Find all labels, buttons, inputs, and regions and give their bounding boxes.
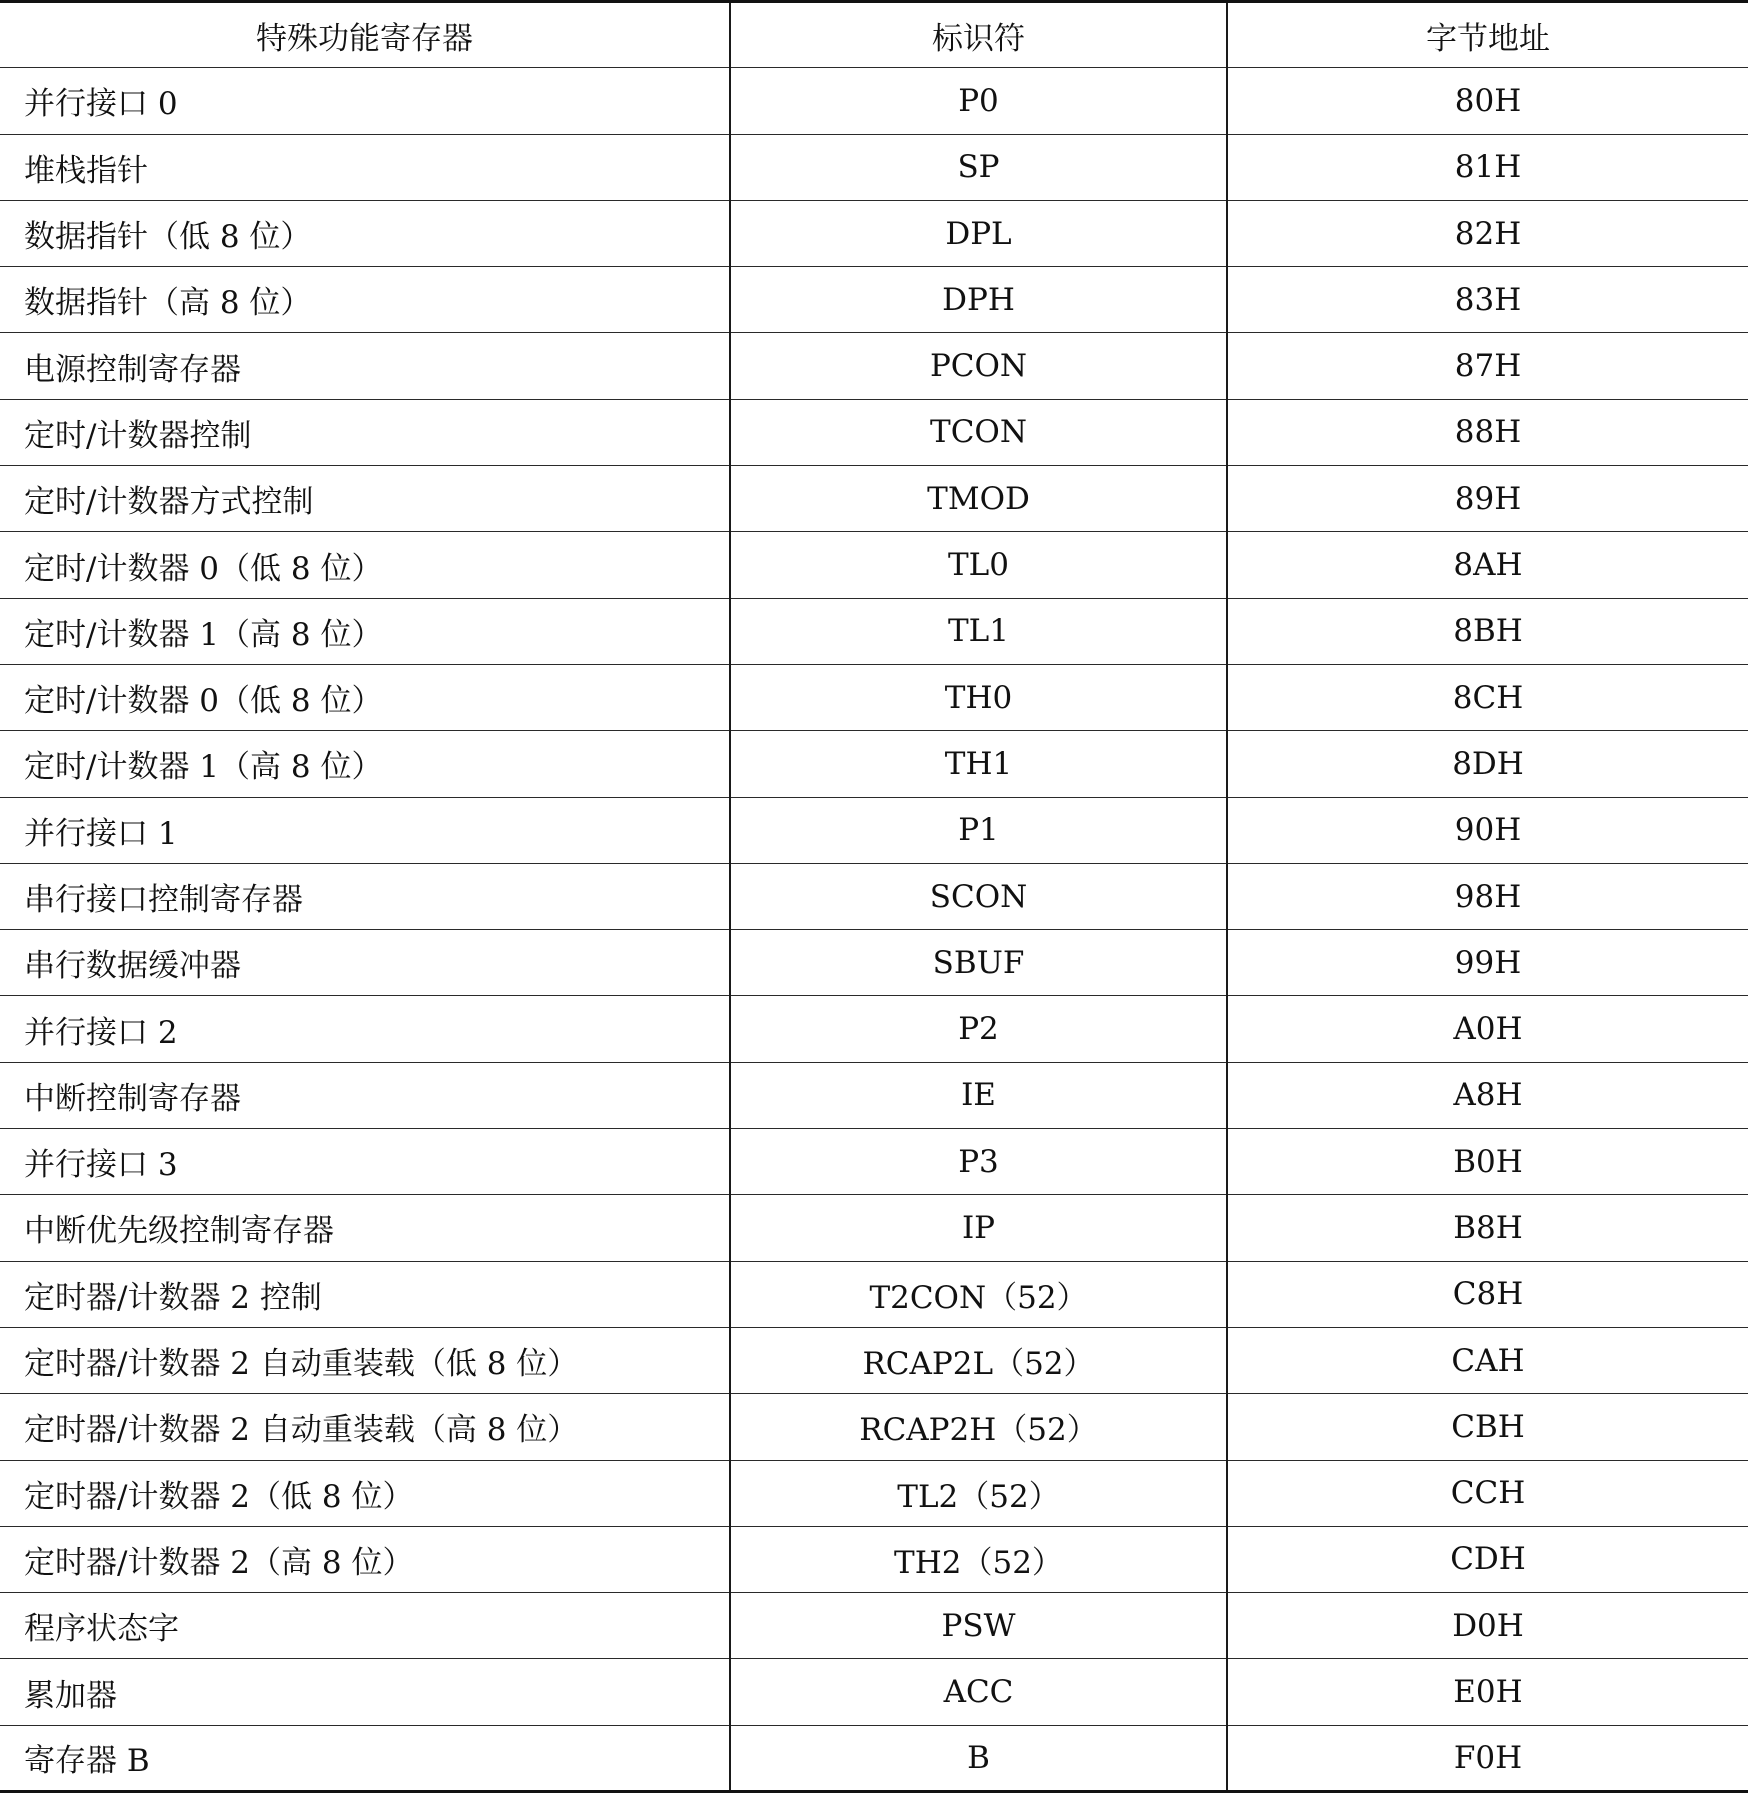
- byte-address-cell: CDH: [1227, 1526, 1748, 1592]
- table-row: [0, 1129, 1748, 1195]
- table-row: [0, 466, 1748, 532]
- identifier-cell: TL2（52）: [730, 1460, 1227, 1526]
- identifier-cell: DPH: [730, 267, 1227, 333]
- register-name-cell: 定时器/计数器 2 自动重装载（高 8 位）: [0, 1394, 730, 1460]
- table-row: [0, 664, 1748, 730]
- table-row: [0, 1394, 1748, 1460]
- identifier-cell: PCON: [730, 333, 1227, 399]
- identifier-cell: IE: [730, 1062, 1227, 1128]
- identifier-cell: P3: [730, 1129, 1227, 1195]
- table-row: [0, 1327, 1748, 1393]
- identifier-cell: P2: [730, 996, 1227, 1062]
- byte-address-cell: 8DH: [1227, 731, 1748, 797]
- identifier-cell: ACC: [730, 1659, 1227, 1725]
- identifier-cell: T2CON（52）: [730, 1261, 1227, 1327]
- table-row: [0, 1261, 1748, 1327]
- identifier-cell: TMOD: [730, 466, 1227, 532]
- byte-address-cell: E0H: [1227, 1659, 1748, 1725]
- register-name-cell: 并行接口 1: [0, 797, 730, 863]
- byte-address-cell: F0H: [1227, 1725, 1748, 1791]
- table-row: [0, 532, 1748, 598]
- table-row: [0, 1526, 1748, 1592]
- byte-address-cell: CBH: [1227, 1394, 1748, 1460]
- byte-address-cell: 81H: [1227, 134, 1748, 200]
- identifier-cell: PSW: [730, 1593, 1227, 1659]
- register-name-cell: 定时/计数器方式控制: [0, 466, 730, 532]
- register-name-cell: 定时器/计数器 2 控制: [0, 1261, 730, 1327]
- identifier-cell: TH0: [730, 664, 1227, 730]
- byte-address-cell: 8AH: [1227, 532, 1748, 598]
- table-row: [0, 930, 1748, 996]
- byte-address-cell: 82H: [1227, 200, 1748, 266]
- register-name-cell: 累加器: [0, 1659, 730, 1725]
- byte-address-cell: 83H: [1227, 267, 1748, 333]
- table-body: [0, 68, 1748, 1792]
- register-name-cell: 串行数据缓冲器: [0, 930, 730, 996]
- register-name-cell: 堆栈指针: [0, 134, 730, 200]
- byte-address-cell: 99H: [1227, 930, 1748, 996]
- register-name-cell: 寄存器 B: [0, 1725, 730, 1791]
- byte-address-cell: 88H: [1227, 399, 1748, 465]
- register-name-cell: 中断控制寄存器: [0, 1062, 730, 1128]
- table-row: [0, 1725, 1748, 1791]
- identifier-cell: TL1: [730, 598, 1227, 664]
- register-name-cell: 数据指针（高 8 位）: [0, 267, 730, 333]
- header-row: [0, 2, 1748, 68]
- identifier-cell: RCAP2L（52）: [730, 1327, 1227, 1393]
- header-register-name: 特殊功能寄存器: [0, 2, 730, 68]
- register-name-cell: 并行接口 0: [0, 68, 730, 134]
- table-row: [0, 1195, 1748, 1261]
- byte-address-cell: 8CH: [1227, 664, 1748, 730]
- table-row: [0, 134, 1748, 200]
- byte-address-cell: CAH: [1227, 1327, 1748, 1393]
- register-name-cell: 定时器/计数器 2（高 8 位）: [0, 1526, 730, 1592]
- identifier-cell: RCAP2H（52）: [730, 1394, 1227, 1460]
- header-byte-address: 字节地址: [1227, 2, 1748, 68]
- identifier-cell: B: [730, 1725, 1227, 1791]
- table-row: [0, 1659, 1748, 1725]
- register-name-cell: 定时/计数器 1（高 8 位）: [0, 731, 730, 797]
- byte-address-cell: B0H: [1227, 1129, 1748, 1195]
- byte-address-cell: 98H: [1227, 863, 1748, 929]
- table-row: [0, 267, 1748, 333]
- table-row: [0, 996, 1748, 1062]
- byte-address-cell: 89H: [1227, 466, 1748, 532]
- register-name-cell: 并行接口 3: [0, 1129, 730, 1195]
- register-name-cell: 定时/计数器 0（低 8 位）: [0, 664, 730, 730]
- byte-address-cell: B8H: [1227, 1195, 1748, 1261]
- register-name-cell: 程序状态字: [0, 1593, 730, 1659]
- byte-address-cell: A0H: [1227, 996, 1748, 1062]
- identifier-cell: TH2（52）: [730, 1526, 1227, 1592]
- table-row: [0, 598, 1748, 664]
- byte-address-cell: 8BH: [1227, 598, 1748, 664]
- identifier-cell: SCON: [730, 863, 1227, 929]
- table-row: [0, 399, 1748, 465]
- header-identifier: 标识符: [730, 2, 1227, 68]
- table-row: [0, 68, 1748, 134]
- register-name-cell: 数据指针（低 8 位）: [0, 200, 730, 266]
- register-name-cell: 定时/计数器 1（高 8 位）: [0, 598, 730, 664]
- register-name-cell: 串行接口控制寄存器: [0, 863, 730, 929]
- identifier-cell: TH1: [730, 731, 1227, 797]
- table-row: [0, 731, 1748, 797]
- table-row: [0, 200, 1748, 266]
- register-name-cell: 定时/计数器 0（低 8 位）: [0, 532, 730, 598]
- byte-address-cell: 90H: [1227, 797, 1748, 863]
- table-row: [0, 863, 1748, 929]
- table-row: [0, 1460, 1748, 1526]
- byte-address-cell: CCH: [1227, 1460, 1748, 1526]
- table-row: [0, 797, 1748, 863]
- byte-address-cell: 80H: [1227, 68, 1748, 134]
- identifier-cell: SP: [730, 134, 1227, 200]
- identifier-cell: SBUF: [730, 930, 1227, 996]
- register-name-cell: 定时器/计数器 2 自动重装载（低 8 位）: [0, 1327, 730, 1393]
- identifier-cell: P0: [730, 68, 1227, 134]
- register-name-cell: 并行接口 2: [0, 996, 730, 1062]
- byte-address-cell: D0H: [1227, 1593, 1748, 1659]
- byte-address-cell: C8H: [1227, 1261, 1748, 1327]
- identifier-cell: IP: [730, 1195, 1227, 1261]
- identifier-cell: DPL: [730, 200, 1227, 266]
- identifier-cell: P1: [730, 797, 1227, 863]
- register-name-cell: 中断优先级控制寄存器: [0, 1195, 730, 1261]
- identifier-cell: TCON: [730, 399, 1227, 465]
- identifier-cell: TL0: [730, 532, 1227, 598]
- register-name-cell: 电源控制寄存器: [0, 333, 730, 399]
- byte-address-cell: A8H: [1227, 1062, 1748, 1128]
- table-row: [0, 1062, 1748, 1128]
- table-header: [0, 2, 1748, 68]
- byte-address-cell: 87H: [1227, 333, 1748, 399]
- table-row: [0, 333, 1748, 399]
- table-row: [0, 1593, 1748, 1659]
- register-name-cell: 定时/计数器控制: [0, 399, 730, 465]
- register-name-cell: 定时器/计数器 2（低 8 位）: [0, 1460, 730, 1526]
